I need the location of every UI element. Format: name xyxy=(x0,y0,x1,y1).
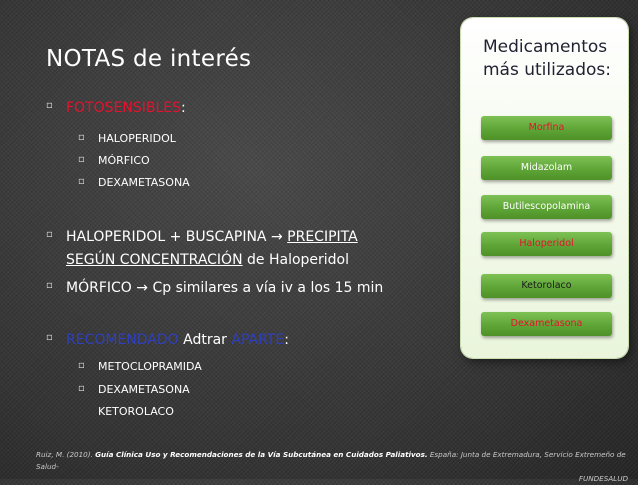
bullet-icon: ▫ xyxy=(78,176,85,187)
bullet-icon: ▫ xyxy=(46,229,53,240)
bullet-icon: ▫ xyxy=(46,280,53,291)
med-morfina: Morfina xyxy=(481,116,612,140)
medications-panel xyxy=(461,18,628,358)
bullet-icon: ▫ xyxy=(78,132,85,143)
panel-title: Medicamentos más utilizados: xyxy=(483,37,611,80)
bullet-icon: ▫ xyxy=(78,154,85,165)
arrow-icon: → xyxy=(136,280,148,296)
fotosensibles-label: FOTOSENSIBLES xyxy=(66,100,182,116)
bullet-icon: ▫ xyxy=(46,332,53,343)
citation-footer: Ruiz, M. (2010). Guía Clínica Uso y Recomendaciones de la Vía Subcutánea en Cuidados Paliativos. España: Junta de Extremadura, Servicio Extremeño de Salud- FUNDESALUD xyxy=(36,450,628,483)
arrow-icon: → xyxy=(270,229,283,245)
med-midazolam: Midazolam xyxy=(481,156,612,180)
med-butilescopolamina: Butilescopolamina xyxy=(481,195,612,219)
bullet-icon: ▫ xyxy=(78,383,85,394)
med-haloperidol: Haloperidol xyxy=(481,232,612,256)
bullet-icon: ▫ xyxy=(78,360,85,371)
bullet-icon: ▫ xyxy=(46,100,53,111)
med-ketorolaco: Ketorolaco xyxy=(481,274,612,298)
med-dexametasona: Dexametasona xyxy=(481,312,612,336)
slide-title: NOTAS de interés xyxy=(46,46,252,72)
